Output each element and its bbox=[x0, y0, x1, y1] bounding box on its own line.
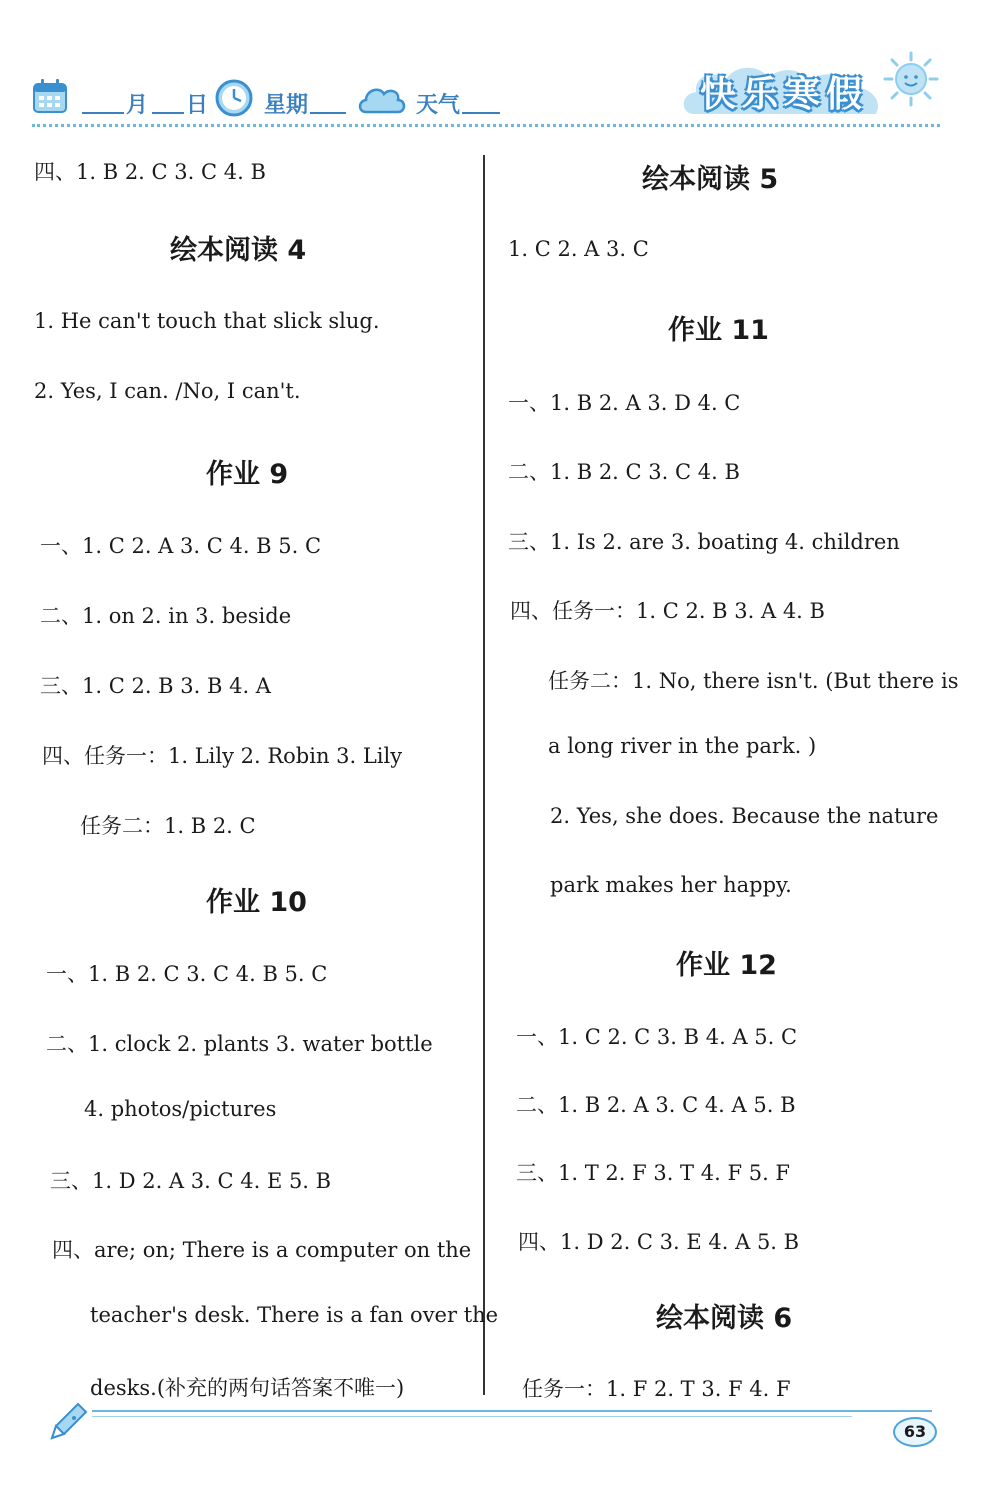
answer-line: 一、1. B 2. C 3. C 4. B 5. C bbox=[46, 962, 328, 986]
weekday-blank bbox=[310, 112, 346, 114]
answer-line: 二、1. B 2. A 3. C 4. A 5. B bbox=[516, 1093, 796, 1117]
answer-line: 2. Yes, I can. /No, I can't. bbox=[34, 379, 301, 403]
calendar-icon bbox=[32, 78, 68, 114]
answer-line: 三、1. T 2. F 3. T 4. F 5. F bbox=[516, 1161, 790, 1185]
footer-rule-thin bbox=[92, 1416, 852, 1417]
page-number: 63 bbox=[893, 1417, 937, 1447]
answer-line: 四、任务一：1. C 2. B 3. A 4. B bbox=[510, 599, 825, 623]
section-heading: 绘本阅读 4 bbox=[170, 235, 307, 266]
section-heading: 作业 10 bbox=[206, 887, 307, 918]
answer-line: 任务二：1. B 2. C bbox=[80, 814, 256, 838]
month-label: 月 bbox=[126, 93, 149, 118]
answer-line: 一、1. B 2. A 3. D 4. C bbox=[508, 391, 741, 415]
day-blank bbox=[152, 112, 184, 114]
column-divider bbox=[483, 155, 485, 1395]
answer-line: 1. He can't touch that slick slug. bbox=[34, 309, 380, 333]
cloud-icon bbox=[356, 82, 408, 116]
answer-line: 四、are; on; There is a computer on the bbox=[52, 1238, 472, 1262]
day-label: 日 bbox=[186, 93, 209, 118]
answer-line: 二、1. clock 2. plants 3. water bottle bbox=[46, 1032, 433, 1056]
page-header bbox=[0, 0, 1000, 150]
answer-line: 一、1. C 2. A 3. C 4. B 5. C bbox=[40, 534, 322, 558]
answer-line: 1. C 2. A 3. C bbox=[508, 237, 649, 261]
pencil-icon bbox=[44, 1400, 90, 1444]
weather-blank bbox=[462, 112, 500, 114]
answer-line: 一、1. C 2. C 3. B 4. A 5. C bbox=[516, 1025, 798, 1049]
answer-line: 四、1. B 2. C 3. C 4. B bbox=[34, 160, 266, 184]
section-heading: 作业 9 bbox=[206, 459, 289, 490]
answer-line: 四、任务一：1. Lily 2. Robin 3. Lily bbox=[42, 744, 403, 768]
section-heading: 绘本阅读 6 bbox=[656, 1303, 793, 1334]
section-heading: 作业 12 bbox=[676, 950, 777, 981]
brand-title: 快乐寒假 bbox=[700, 74, 869, 115]
answer-line: 2. Yes, she does. Because the nature bbox=[550, 804, 939, 828]
section-heading: 绘本阅读 5 bbox=[642, 164, 779, 195]
answer-line: 三、1. D 2. A 3. C 4. E 5. B bbox=[50, 1169, 332, 1193]
answer-line: 任务二：1. No, there isn't. (But there is bbox=[548, 669, 959, 693]
weather-label: 天气 bbox=[416, 93, 461, 118]
answer-line: a long river in the park. ) bbox=[548, 734, 817, 758]
answer-line: 二、1. on 2. in 3. beside bbox=[40, 604, 292, 628]
answer-line: 二、1. B 2. C 3. C 4. B bbox=[508, 460, 740, 484]
answer-line: teacher's desk. There is a fan over the bbox=[90, 1303, 499, 1327]
month-blank bbox=[82, 112, 124, 114]
sun-icon bbox=[882, 50, 940, 108]
answer-line: 任务一：1. F 2. T 3. F 4. F bbox=[522, 1377, 791, 1401]
weekday-label: 星期 bbox=[264, 93, 309, 118]
section-heading: 作业 11 bbox=[668, 315, 769, 346]
answer-line: park makes her happy. bbox=[550, 873, 792, 897]
footer-rule bbox=[92, 1410, 932, 1412]
answer-line: desks.(补充的两句话答案不唯一) bbox=[90, 1376, 405, 1400]
header-dotted-rule bbox=[32, 124, 940, 127]
answer-line: 三、1. C 2. B 3. B 4. A bbox=[40, 674, 271, 698]
clock-icon bbox=[214, 78, 254, 118]
answer-line: 三、1. Is 2. are 3. boating 4. children bbox=[508, 530, 900, 554]
answer-line: 四、1. D 2. C 3. E 4. A 5. B bbox=[518, 1230, 800, 1254]
answer-line: 4. photos/pictures bbox=[84, 1097, 277, 1121]
